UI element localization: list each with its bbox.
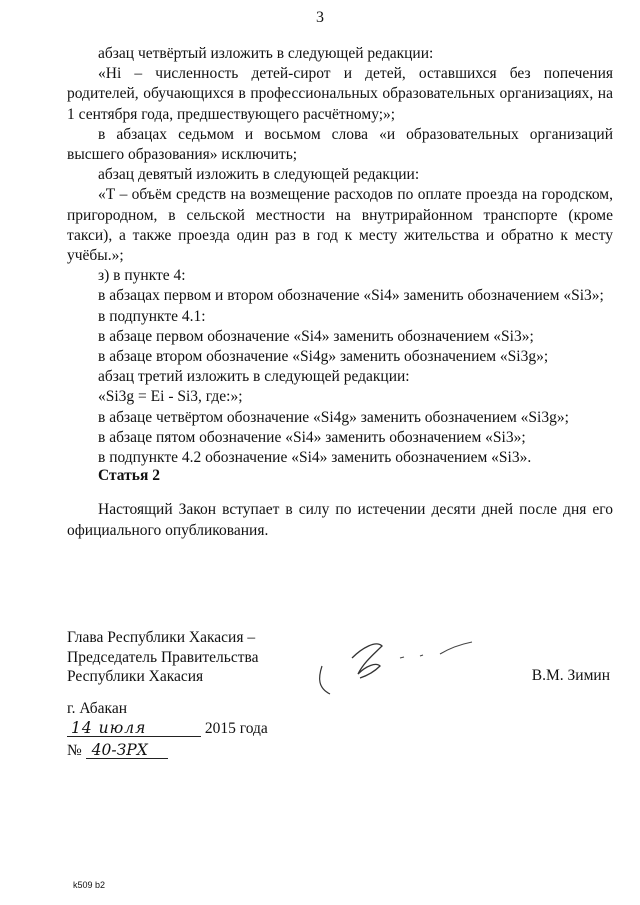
amendment-text bbox=[67, 44, 613, 468]
paragraph: в абзацах первом и втором обозначение «Si4» заменить обозначением «Si3»; bbox=[98, 287, 604, 305]
signatory-title-line: Республики Хакасия bbox=[67, 668, 204, 685]
article-2-text: Настоящий Закон вступает в силу по истечении десяти дней после дня его официального опубликования. bbox=[67, 501, 613, 539]
paragraph: «Т – объём средств на возмещение расходов по оплате проезда на городском, пригородном, в сельской местности на внутрирайонном транспорте (кроме такси), а также проезда один раз в год к месту жительства и обратно к месту учёбы.»; bbox=[67, 186, 613, 265]
law-number-line bbox=[67, 742, 168, 760]
paragraph: в абзацах седьмом и восьмом слова «и образовательных организаций высшего образования» исключить; bbox=[67, 125, 613, 164]
paragraph: «Нi – численность детей-сирот и детей, оставшихся без попечения родителей, обучающихся в профессиональных образовательных организациях, на 1 сентября года, предшествующего расчётному;»; bbox=[67, 65, 613, 123]
signatory-name: В.М. Зимин bbox=[531, 667, 610, 684]
paragraph: абзац четвёртый изложить в следующей редакции: bbox=[98, 45, 434, 62]
paragraph: в абзаце четвёртом обозначение «Si4g» заменить обозначением «Si3g»; bbox=[98, 408, 569, 426]
paragraph: в абзаце первом обозначение «Si4» заменить обозначением «Si3»; bbox=[98, 327, 534, 345]
paragraph: в абзаце пятом обозначение «Si4» заменить обозначением «Si3»; bbox=[98, 428, 526, 446]
signatory-title-line: Глава Республики Хакасия – bbox=[67, 629, 256, 646]
handwritten-law-number: 40-ЗРХ bbox=[86, 742, 168, 759]
signatory-title bbox=[67, 628, 259, 687]
page-number: 3 bbox=[316, 9, 324, 26]
handwritten-signature bbox=[300, 628, 490, 708]
handwritten-date: 14 июля bbox=[67, 720, 201, 737]
paragraph: абзац третий изложить в следующей редакции: bbox=[98, 368, 410, 386]
document-code: k509 b2 bbox=[73, 880, 106, 890]
place-of-signing: г. Абакан bbox=[67, 700, 128, 717]
paragraph: в абзаце втором обозначение «Si4g» заменить обозначением «Si3g»; bbox=[98, 348, 549, 366]
paragraph: в подпункте 4.2 обозначение «Si4» заменить обозначением «Si3». bbox=[98, 449, 532, 467]
paragraph: «Si3g = Ei - Si3, где:»; bbox=[98, 388, 243, 406]
date-year: 2015 года bbox=[204, 720, 268, 737]
paragraph: абзац девятый изложить в следующей редакции: bbox=[98, 166, 420, 184]
article-2-heading: Статья 2 bbox=[98, 467, 160, 484]
number-sign: № bbox=[67, 742, 82, 759]
paragraph: з) в пункте 4: bbox=[98, 267, 186, 285]
signatory-title-line: Председатель Правительства bbox=[67, 648, 259, 666]
paragraph: в подпункте 4.1: bbox=[98, 307, 206, 325]
date-line bbox=[67, 720, 268, 738]
